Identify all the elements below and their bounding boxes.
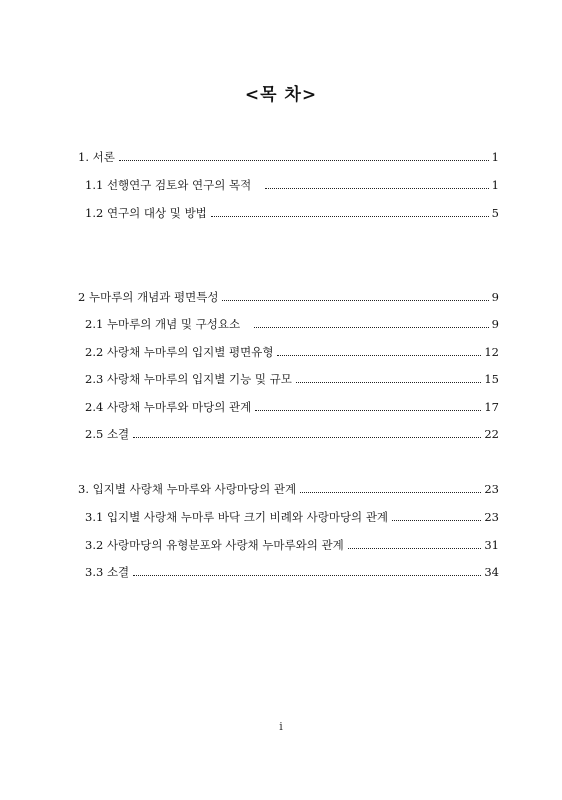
toc-entry-page: 9	[491, 290, 499, 304]
toc-entry[interactable]	[85, 317, 499, 331]
toc-entry-page: 1	[491, 150, 499, 164]
toc-entry-label: 3. 입지별 사랑채 누마루와 사랑마당의 관계	[78, 482, 297, 496]
toc-leader-dots	[265, 188, 488, 189]
toc-leader-dots	[277, 355, 481, 356]
toc-leader-dots	[211, 216, 489, 217]
toc-entry-page: 22	[484, 427, 499, 441]
toc-entry-label: 1.2 연구의 대상 및 방법	[85, 206, 207, 220]
toc-entry[interactable]	[85, 206, 499, 220]
toc-entry-page: 17	[484, 400, 499, 414]
toc-entry[interactable]	[78, 482, 499, 496]
toc-entry-page: 9	[491, 317, 499, 331]
toc-leader-dots	[300, 492, 481, 493]
toc-entry-label: 2.1 누마루의 개념 및 구성요소	[85, 317, 241, 331]
toc-entry[interactable]	[85, 510, 499, 524]
toc-entry-label: 3.2 사랑마당의 유형분포와 사랑채 누마루와의 관계	[85, 538, 344, 552]
toc-entry[interactable]	[85, 178, 499, 192]
toc-leader-dots	[296, 382, 482, 383]
toc-leader-dots	[133, 437, 481, 438]
toc-entry[interactable]	[78, 290, 499, 304]
toc-entry[interactable]	[85, 372, 499, 386]
toc-entry-label: 2.2 사랑채 누마루의 입지별 평면유형	[85, 345, 274, 359]
toc-leader-dots	[348, 548, 482, 549]
toc-entry[interactable]	[85, 427, 499, 441]
toc-entry-label: 2.4 사랑채 누마루와 마당의 관계	[85, 400, 252, 414]
page-title: <목 차>	[244, 85, 318, 105]
toc-entry-page: 1	[491, 178, 499, 192]
toc-leader-dots	[392, 520, 481, 521]
toc-entry-page: 5	[491, 206, 499, 220]
toc-entry-label: 3.3 소결	[85, 565, 130, 579]
toc-entry-page: 23	[484, 482, 499, 496]
toc-entry[interactable]	[78, 150, 499, 164]
toc-entry[interactable]	[85, 400, 499, 414]
toc-leader-dots	[255, 410, 481, 411]
toc-entry-page: 34	[484, 565, 499, 579]
toc-leader-dots	[119, 160, 489, 161]
toc-entry-label: 2 누마루의 개념과 평면특성	[78, 290, 219, 304]
toc-entry-label: 3.1 입지별 사랑채 누마루 바닥 크기 비례와 사랑마당의 관계	[85, 510, 389, 524]
toc-entry[interactable]	[85, 565, 499, 579]
toc-leader-dots	[133, 575, 481, 576]
page-number: i	[279, 720, 283, 733]
toc-entry-label: 1.1 선행연구 검토와 연구의 목적	[85, 178, 252, 192]
toc-entry-page: 31	[484, 538, 499, 552]
toc-entry-page: 12	[484, 345, 499, 359]
toc-entry-label: 2.5 소결	[85, 427, 130, 441]
toc-entry[interactable]	[85, 538, 499, 552]
toc-entry-label: 2.3 사랑채 누마루의 입지별 기능 및 규모	[85, 372, 292, 386]
toc-entry[interactable]	[85, 345, 499, 359]
toc-entry-label: 1. 서론	[78, 150, 115, 164]
toc-leader-dots	[254, 327, 489, 328]
toc-leader-dots	[222, 300, 488, 301]
toc-entry-page: 15	[484, 372, 499, 386]
toc-entry-page: 23	[484, 510, 499, 524]
